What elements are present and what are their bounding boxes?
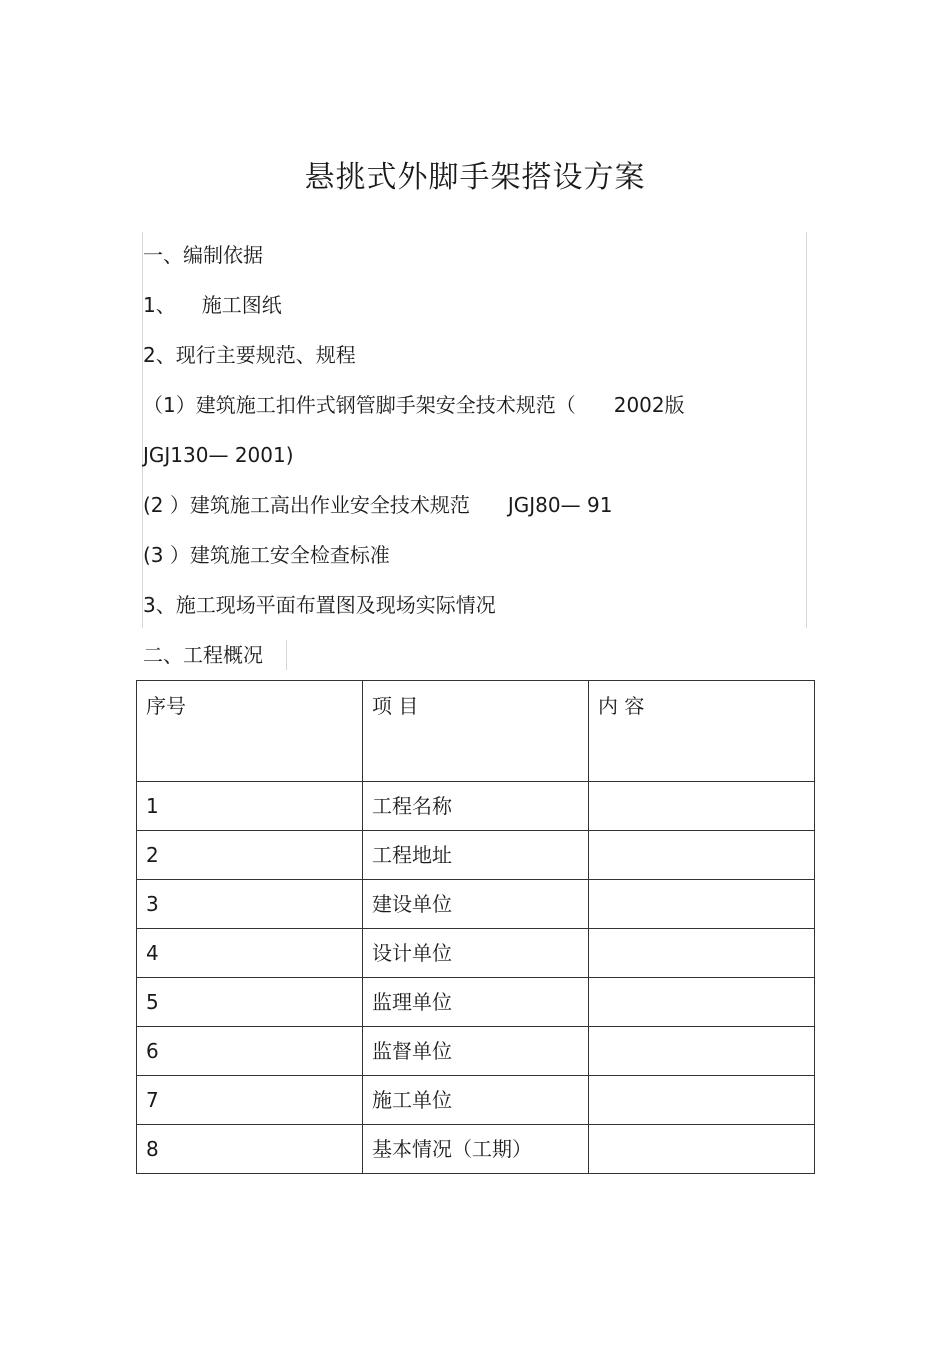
table-row — [137, 978, 815, 1027]
spec-1-code: JGJ130— 2001) — [143, 443, 294, 467]
spec-1-text: （1）建筑施工扣件式钢管脚手架安全技术规范（ — [143, 393, 576, 417]
row-no: 6 — [137, 1027, 363, 1076]
row-content — [589, 880, 815, 929]
spec-2-code: JGJ80— 91 — [507, 493, 613, 517]
row-no: 1 — [137, 782, 363, 831]
row-content — [589, 782, 815, 831]
row-item: 工程名称 — [363, 782, 589, 831]
row-no: 2 — [137, 831, 363, 880]
row-content — [589, 1076, 815, 1125]
header-no: 序号 — [137, 681, 363, 782]
scan-edge-section2 — [286, 640, 287, 670]
section2-heading: 二、工程概况 — [143, 643, 263, 667]
row-content — [589, 1027, 815, 1076]
row-no: 4 — [137, 929, 363, 978]
table-row — [137, 1027, 815, 1076]
row-item: 监督单位 — [363, 1027, 589, 1076]
row-item: 建设单位 — [363, 880, 589, 929]
spec-1-line — [143, 390, 685, 420]
row-no: 7 — [137, 1076, 363, 1125]
table-row — [137, 929, 815, 978]
document-title: 悬挑式外脚手架搭设方案 — [304, 160, 646, 195]
section1-heading: 一、编制依据 — [143, 243, 263, 267]
table-header-row — [137, 681, 815, 782]
row-item: 工程地址 — [363, 831, 589, 880]
basis-item-1-number: 1、 — [143, 293, 176, 317]
row-content — [589, 831, 815, 880]
table-row — [137, 1125, 815, 1174]
scan-edge-right — [806, 232, 807, 628]
table-row — [137, 880, 815, 929]
spec-2-line — [143, 490, 612, 520]
row-item: 施工单位 — [363, 1076, 589, 1125]
spec-1-version: 2002版 — [613, 393, 685, 417]
spec-2-text: (2 ）建筑施工高出作业安全技术规范 — [143, 493, 470, 517]
basis-item-1 — [143, 290, 282, 320]
header-content: 内 容 — [589, 681, 815, 782]
row-content — [589, 978, 815, 1027]
row-no: 3 — [137, 880, 363, 929]
row-no: 5 — [137, 978, 363, 1027]
row-content — [589, 929, 815, 978]
row-item: 基本情况（工期） — [363, 1125, 589, 1174]
row-content — [589, 1125, 815, 1174]
row-no: 8 — [137, 1125, 363, 1174]
table-row — [137, 1076, 815, 1125]
project-overview-table — [136, 680, 815, 1174]
basis-item-1-text: 施工图纸 — [201, 293, 282, 317]
row-item: 设计单位 — [363, 929, 589, 978]
table-row — [137, 831, 815, 880]
table-row — [137, 782, 815, 831]
basis-item-2: 2、现行主要规范、规程 — [143, 343, 356, 367]
spec-3-line: (3 ）建筑施工安全检查标准 — [143, 543, 390, 567]
header-item: 项 目 — [363, 681, 589, 782]
basis-item-3: 3、施工现场平面布置图及现场实际情况 — [143, 593, 496, 617]
row-item: 监理单位 — [363, 978, 589, 1027]
